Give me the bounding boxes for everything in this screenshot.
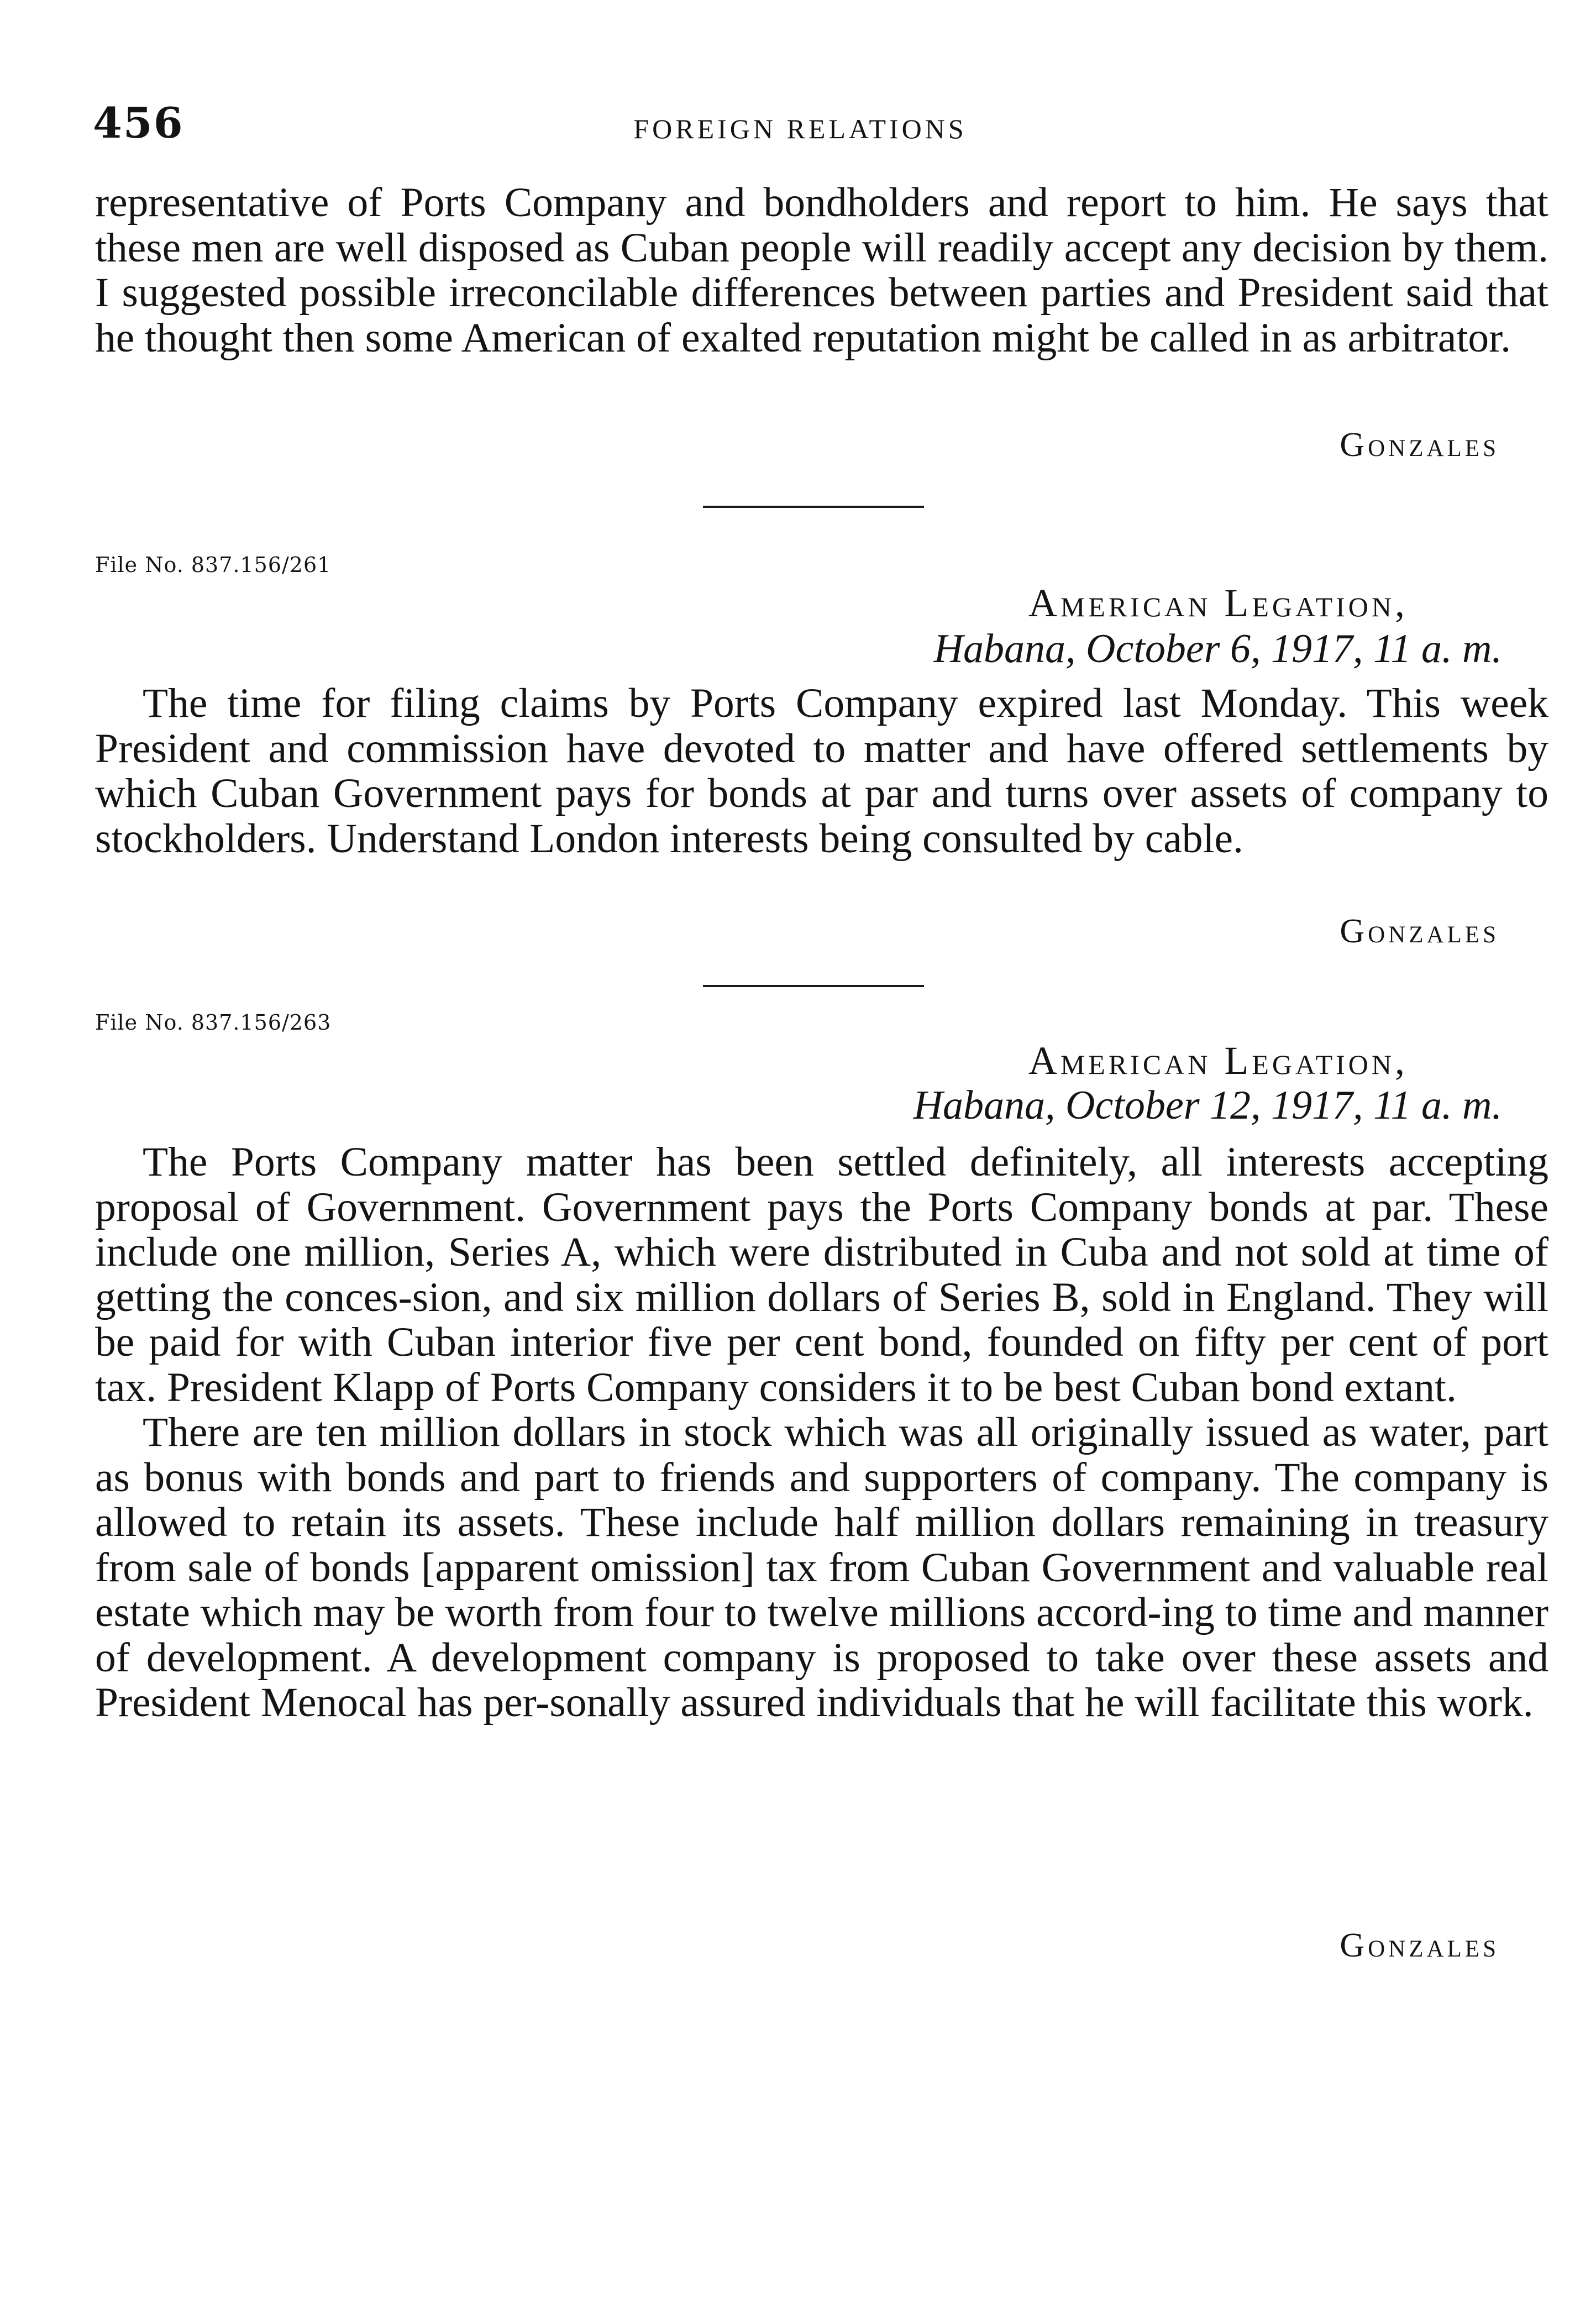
section1-signature: Gonzales bbox=[1340, 426, 1499, 464]
page-header bbox=[93, 98, 1508, 159]
section1-paragraph: representative of Ports Company and bondholders and report to him. He says that these men are well disposed as Cuban people will readily accept any decision by them. I suggested possible irreconcilable differences between parties and President said that he thought then some American of exalted reputation might be called in as arbitrator. bbox=[95, 180, 1548, 361]
section-divider-2 bbox=[703, 985, 924, 987]
running-head: FOREIGN RELATIONS bbox=[633, 113, 967, 144]
section1-paragraph-block bbox=[95, 180, 1548, 360]
section3-paragraph-1: The Ports Company matter has been settled definitely, all interests accepting proposal of Government. Government pays the Ports Company bonds at par. These include one million, Series A, which were distributed in Cuba and not sold at time of getting the conces-sion, and six million dollars of Series B, sold in England. They will be paid for with Cuban interior five per cent bond, founded on fifty per cent of port tax. President Klapp of Ports Company considers it to be best Cuban bond extant. bbox=[95, 1139, 1548, 1410]
page-number: 456 bbox=[93, 98, 184, 148]
section3-file-number: File No. 837.156/263 bbox=[95, 1010, 332, 1035]
section2-signature: Gonzales bbox=[1340, 912, 1499, 950]
section2-paragraph: The time for filing claims by Ports Company expired last Monday. This week President and commission have devoted to matter and have offered settlements by which Cuban Government pays for bonds at par and turns over assets of company to stockholders. Understand London interests being consulted by cable. bbox=[95, 680, 1548, 862]
section2-paragraph-block bbox=[95, 681, 1548, 861]
section2-dateline: Habana, October 6, 1917, 11 a. m. bbox=[933, 626, 1502, 672]
section-divider-1 bbox=[703, 506, 924, 508]
section3-signature: Gonzales bbox=[1340, 1927, 1499, 1964]
section2-legation: American Legation, bbox=[1028, 581, 1408, 625]
section2-file-number: File No. 837.156/261 bbox=[95, 553, 332, 577]
section3-paragraph-block bbox=[95, 1140, 1548, 1725]
section3-legation: American Legation, bbox=[1028, 1039, 1408, 1083]
section3-dateline: Habana, October 12, 1917, 11 a. m. bbox=[913, 1083, 1502, 1128]
section3-paragraph-2: There are ten million dollars in stock which was all originally issued as water, part as bonus with bonds and part to friends and supporters of company. The company is allowed to retain its assets. These include half million dollars remaining in treasury from sale of bonds [apparent omission] tax from Cuban Government and valuable real estate which may be worth from four to twelve millions accord-ing to time and manner of development. A development company is proposed to take over these assets and President Menocal has per-sonally assured individuals that he will facilitate this work. bbox=[95, 1409, 1548, 1725]
